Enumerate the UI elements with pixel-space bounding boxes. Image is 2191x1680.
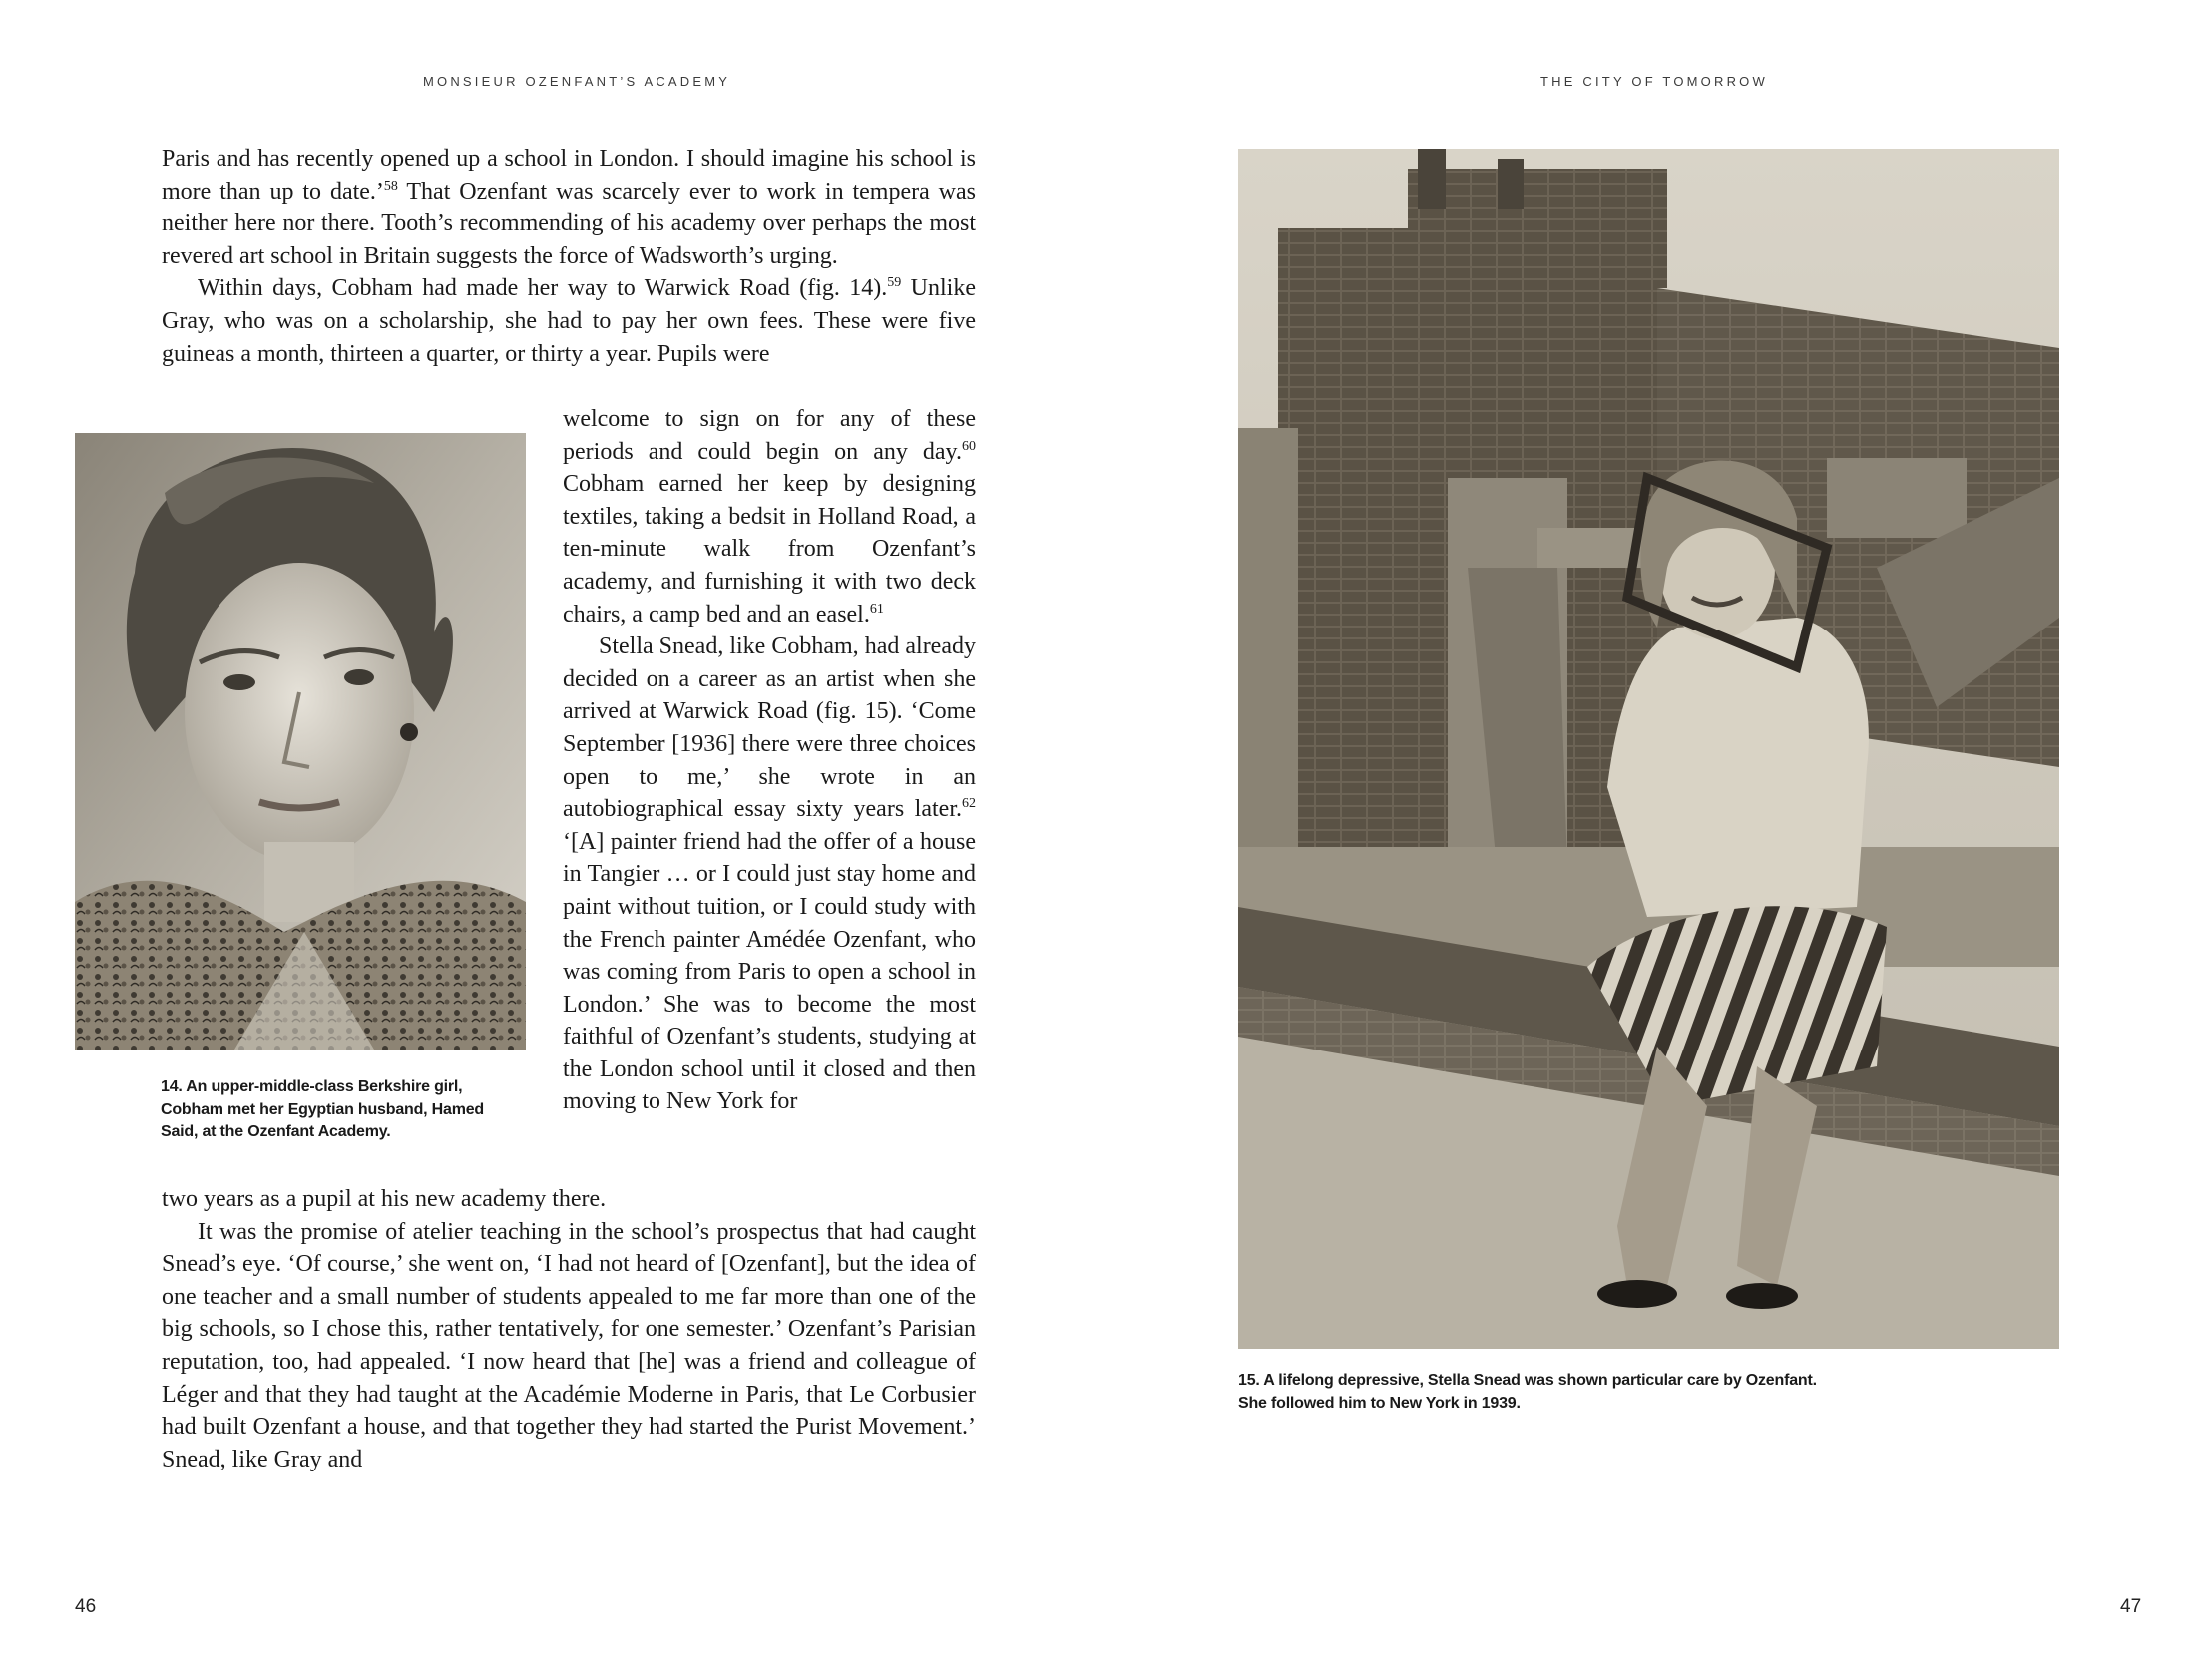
paragraph-2 <box>162 272 976 370</box>
figure-14-caption <box>161 1076 530 1144</box>
text-block-top <box>162 143 976 370</box>
paragraph-1 <box>162 143 976 272</box>
paragraph-1-text-b: That Ozenfant was scarcely ever to work in tempera was neither here nor there. Tooth’s recommending of his academy over perhaps the most revered art school in Britain suggests the force of Wadsworth’s urging. <box>162 178 976 269</box>
figure-14-portrait-photo <box>75 433 526 1050</box>
paragraph-2-cont-text-a: welcome to sign on for any of these periods and could begin on any day. <box>563 406 976 465</box>
footnote-ref-59[interactable]: 59 <box>887 275 902 291</box>
paragraph-2-cont-text-b: Cobham earned her keep by designing textiles, taking a bedsit in Holland Road, a ten-minute walk from Ozenfant’s academy, and furnishing it with two deck chairs, a camp bed and an easel. <box>563 471 976 628</box>
paragraph-3-continued: two years as a pupil at his new academy there. <box>162 1186 607 1212</box>
paragraph-3-start <box>563 630 976 1118</box>
figure-14-caption-line-2: Cobham met her Egyptian husband, Hamed <box>161 1100 485 1118</box>
figure-14-caption-line-3: Said, at the Ozenfant Academy. <box>161 1123 391 1140</box>
paragraph-3-text-b: ‘[A] painter friend had the offer of a house in Tangier … or I could just stay home and paint without tuition, or I could study with the French painter Amédée Ozenfant, who was coming from Paris to open a school in London.’ She was to become the most faithful of Ozenfant’s students, studying at the London school until it closed and then moving to New York for <box>563 828 976 1115</box>
running-head-left: MONSIEUR OZENFANT’S ACADEMY <box>423 74 731 89</box>
footnote-ref-58[interactable]: 58 <box>383 178 398 194</box>
paragraph-2-text-a: Within days, Cobham had made her way to Warwick Road (fig. 14). <box>198 275 888 302</box>
paragraph-1-text-a: Paris and has recently opened up a school in London. I should imagine his school is more than up to date.’ <box>162 146 976 205</box>
paragraph-4: It was the promise of atelier teaching in the school’s prospectus that had caught Snead’s eye. ‘Of course,’ she went on, ‘I had not heard of [Ozenfant], but the idea of one teacher and a small number of students appealed to me far more than one of the big schools, so I chose this, rather tentatively, for one semester.’ Ozenfant’s Parisian reputation, too, had appealed. ‘I now heard that [he] was a friend and colleague of Léger and that they had taught at the Académie Moderne in Paris, that Le Corbusier had built Ozenfant a house, and that together they had started the Purist Movement.’ Snead, like Gray and <box>162 1218 976 1472</box>
running-head-right: THE CITY OF TOMORROW <box>1540 74 1768 89</box>
figure-15-caption-line-1: 15. A lifelong depressive, Stella Snead was shown particular care by Ozenfant. <box>1238 1372 1817 1389</box>
figure-15-caption-line-2: She followed him to New York in 1939. <box>1238 1394 1521 1412</box>
right-page <box>1096 0 2191 1680</box>
text-block-narrow <box>563 403 976 1118</box>
footnote-ref-61[interactable]: 61 <box>869 601 884 617</box>
paragraph-2-text-b: Unlike Gray, who was on a scholarship, she had to pay her own fees. These were five guineas a month, thirteen a quarter, or thirty a year. Pupils were <box>162 275 976 367</box>
rooftop-image <box>1238 149 2059 1349</box>
footnote-ref-60[interactable]: 60 <box>962 438 976 454</box>
footnote-ref-62[interactable]: 62 <box>962 796 976 812</box>
text-block-bottom <box>162 1183 976 1475</box>
portrait-image <box>75 433 526 1050</box>
paragraph-2-continued <box>563 403 976 630</box>
page-number-left: 46 <box>75 1596 97 1617</box>
figure-14-caption-line-1: 14. An upper-middle-class Berkshire girl, <box>161 1078 463 1095</box>
figure-15-caption <box>1238 1370 2059 1415</box>
paragraph-3-text-a: Stella Snead, like Cobham, had already decided on a career as an artist when she arrived at Warwick Road (fig. 15). ‘Come September [1936] there were three choices open to me,’ she wrote in an autobiographical essay sixty years later. <box>563 633 976 823</box>
page-number-right: 47 <box>2120 1596 2142 1617</box>
figure-15-rooftop-photo <box>1238 149 2059 1349</box>
